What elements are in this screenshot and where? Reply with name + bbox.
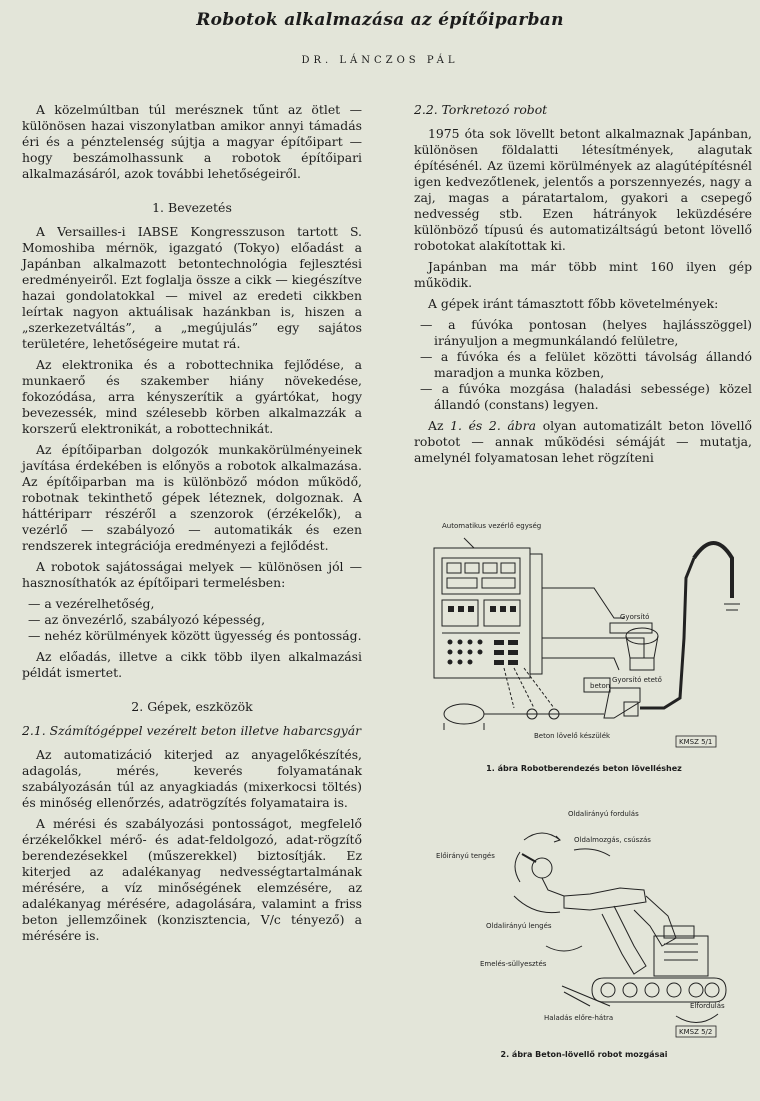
text-run: Az	[428, 418, 451, 433]
list-item: — a fúvóka pontosan (helyes hajlásszöggel) irányuljon a megmunkálandó felületre,	[420, 317, 752, 348]
section-2-heading: 2. Gépek, eszközök	[131, 699, 253, 714]
label-side-slide: Oldalmozgás, csúszás	[574, 836, 651, 844]
label-accelerator-feeder: Gyorsító etető	[612, 676, 662, 684]
paragraph: A robotok sajátosságai melyek — különösen jól — hasznosíthatók az építőipari termelésben:	[22, 559, 362, 590]
figure-2-caption: 2. ábra Beton-lövellő robot mozgásai	[500, 1050, 668, 1059]
figure-1	[414, 518, 754, 758]
label-side-turn: Oldalirányú fordulás	[568, 810, 639, 818]
control-cabinet	[434, 548, 530, 678]
label-concrete-shooter: Beton lövelő készülék	[534, 732, 611, 740]
figure-2-tag: KMSZ 5/2	[679, 1028, 713, 1036]
paragraph: 1975 óta sok lövellt betont alkalmaznak Japánban, különösen földalatti létesítmények, alagutak építésénél. Az üzemi körülmények az alagútépítésnél igen kedvezőtlenek, jelentős a porszennyezés, nagy a zaj, magas a páratartalom, gyakori a csepegő nedvesség stb. Ezen hátrányok leküzdésére különböző típusú és automatizáltságú betont lövellő robotokat alakítottak ki.	[414, 126, 752, 253]
intro-paragraph: A közelmúltban túl merésznek tűnt az ötlet — különösen hazai viszonylatban amikor annyi támadás éri és a pénztelenség sújtja a magyar építőipart — hogy beszámolhassunk a robotok építőipari alkalmazásáról, azok további lehetőségeiről.	[22, 102, 362, 181]
figure-1-drawing	[414, 518, 754, 758]
list-item: — a fúvóka és a felület közötti távolság állandó maradjon a munka közben,	[420, 349, 752, 380]
section-2-1-heading: 2.1. Számítógéppel vezérelt beton illetve habarcsgyár	[22, 723, 362, 738]
text-run: olyan automatizált beton lövellő robotot — annak működési sémáját — mutatja, amelynél folyamatosan lehet rögzíteni	[414, 418, 752, 465]
paragraph: A gépek iránt támasztott főbb követelmények:	[428, 296, 719, 311]
paragraph: A Versailles-i IABSE Kongresszuson tartott S. Momoshiba mérnök, igazgató (Tokyo) előadást a Japánban alkalmazott betontechnológia fejlesztési eredményeiről. Ezt foglalja össze a cikk — kiegészítve hazai gondolatokkal — mivel az eredeti cikkben leírtak nagyon aktuálisak hazánkban is, hiszen a „szerkezetváltás”, a „megújulás” egy sajátos területére, lehetőségeire mutat rá.	[22, 224, 362, 351]
label-axis-tilt: Előirányú tengés	[436, 852, 495, 860]
paragraph: Az elektronika és a robottechnika fejlődése, a munkaerő és szakember hiány növekedése, fokozódása, arra kényszerítik a gyártókat, hogy bevezessék, mind szélesebb körben alkalmazzák a korszerű elektronikát, a robottechnikát.	[22, 357, 362, 436]
feature-list	[22, 596, 362, 644]
label-concrete: beton	[590, 682, 611, 690]
page-title: Robotok alkalmazása az építőiparban	[196, 10, 564, 30]
label-side-axis: Oldalirányú lengés	[486, 922, 552, 930]
paragraph: Az automatizáció kiterjed az anyagelőkészítés, adagolás, mérés, keverés folyamatának szabályozásán túl az anyagkiadás (mixerkocsi töltés) és minőség ellenőrzés, adatrögzítés folyamataira is.	[22, 747, 362, 810]
left-column	[22, 102, 362, 949]
paragraph: A mérési és szabályozási pontosságot, megfelelő érzékelőkkel mérő- és adat-feldolgozó, adat-rögzítő berendezésekkel (műszerekkel) biztosítják. Ez kiterjed az adalékanyag nedvességtartalmának mérésére, a víz minőségének elemzésére, az adalékanyag mérésére, adagolására, valamint a friss beton jellemzőinek (konzisztencia, V/c tényező) a mérésére is.	[22, 816, 362, 943]
figure-1-tag: KMSZ 5/1	[679, 738, 713, 746]
paragraph	[414, 418, 752, 466]
figure-2-drawing	[414, 806, 754, 1044]
requirement-list	[414, 317, 752, 413]
figure-2	[414, 806, 754, 1044]
figure-1-caption: 1. ábra Robotberendezés beton lövelléshez	[486, 764, 682, 773]
section-2-2-heading: 2.2. Torkretozó robot	[414, 102, 548, 117]
paragraph: Az építőiparban dolgozók munkakörülményeinek javítása érdekében is előnyös a robotok alkalmazása. Az építőiparban ma is különböző módon működő, robotnak tekinthető gépek léteznek, dolgoznak. A háttériparr részéről a szenzorok (érzékelők), a vezérlő — szabályozó — automatikák és ezen rendszerek integrációja eredményezi a fejlődést.	[22, 442, 362, 553]
list-item: — a fúvóka mozgása (haladási sebessége) közel állandó (constans) legyen.	[420, 381, 752, 412]
list-item: — nehéz körülmények között ügyesség és pontosság.	[28, 628, 362, 643]
author: DR. LÁNCZOS PÁL	[301, 55, 459, 66]
label-rotate: Elfordulás	[690, 1002, 725, 1010]
right-column	[414, 102, 752, 471]
list-item: — az önvezérlő, szabályozó képesség,	[28, 612, 266, 627]
label-travel: Haladás előre-hátra	[544, 1014, 614, 1022]
paragraph: Az előadás, illetve a cikk több ilyen alkalmazási példát ismertet.	[22, 649, 362, 680]
list-item: — a vezérelhetőség,	[28, 596, 155, 611]
label-lift: Emelés-süllyesztés	[480, 960, 547, 968]
paragraph: Japánban ma már több mint 160 ilyen gép működik.	[414, 259, 752, 290]
label-control-unit: Automatikus vezérlő egység	[442, 522, 542, 530]
section-1-heading: 1. Bevezetés	[152, 200, 232, 215]
label-accelerator: Gyorsító	[620, 613, 650, 621]
figure-reference: 1. és 2. ábra	[450, 418, 537, 433]
